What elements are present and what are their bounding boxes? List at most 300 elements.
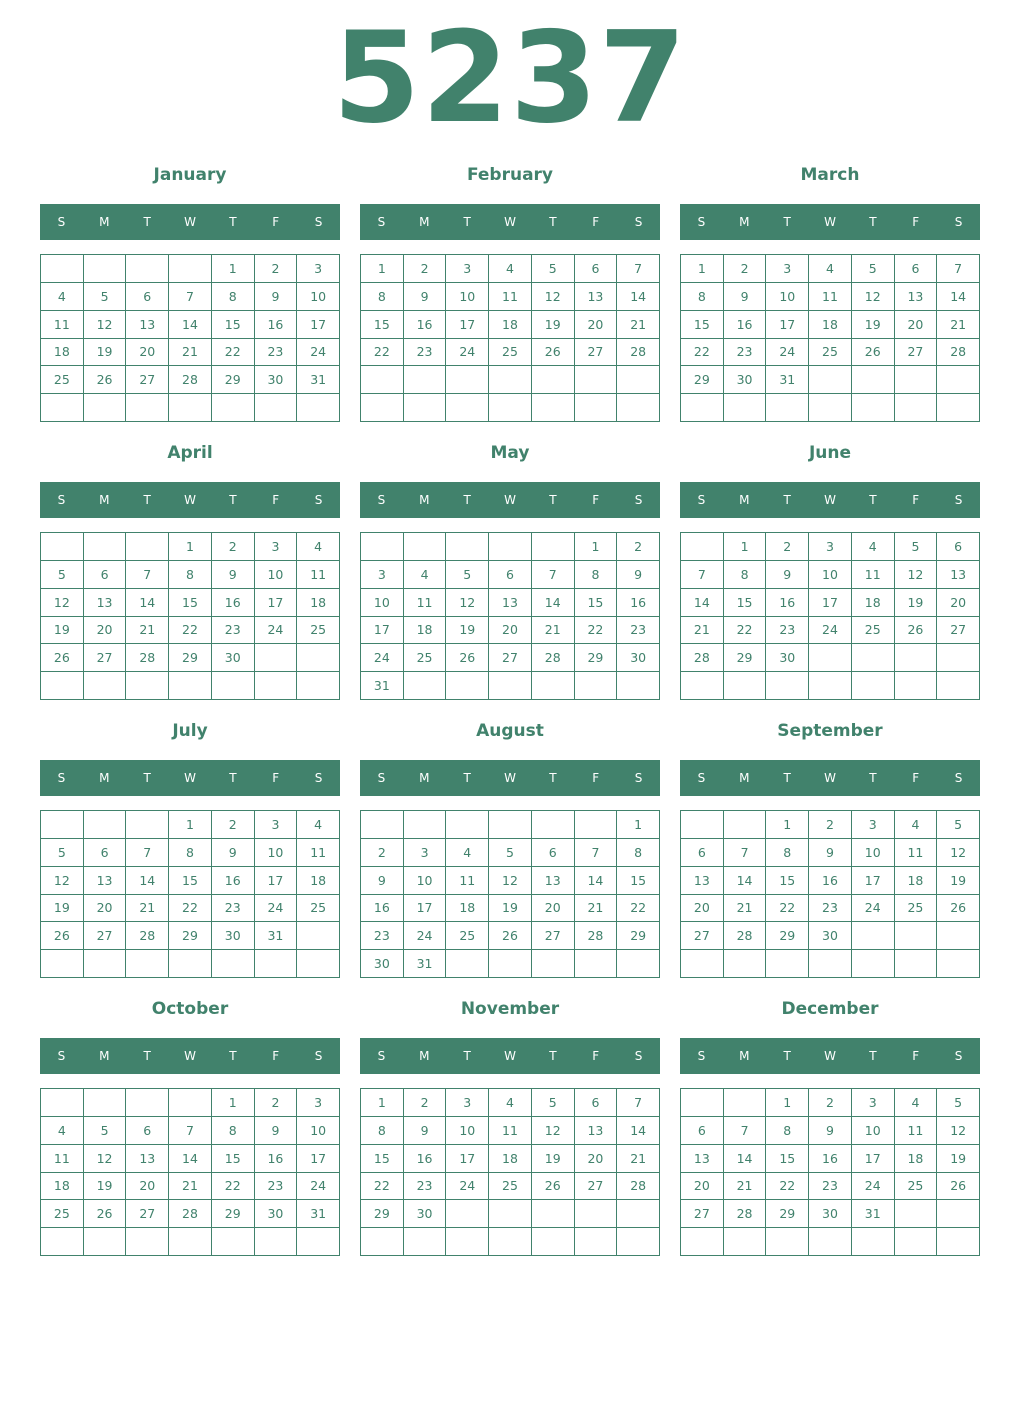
day-cell: 7	[169, 1117, 212, 1145]
day-cell: 25	[446, 922, 489, 950]
day-cell	[126, 394, 169, 422]
day-cell: 14	[126, 867, 169, 895]
day-cell	[575, 950, 618, 978]
day-cell: 2	[404, 255, 447, 283]
day-cell	[766, 394, 809, 422]
day-cell: 13	[681, 867, 724, 895]
day-cell: 21	[169, 339, 212, 367]
day-cell	[681, 1228, 724, 1256]
day-cell	[617, 1228, 660, 1256]
day-cell: 15	[361, 311, 404, 339]
day-cell: 2	[255, 255, 298, 283]
day-cell: 12	[41, 589, 84, 617]
day-cell	[169, 950, 212, 978]
day-cell: 22	[766, 895, 809, 923]
weekday-label: S	[314, 493, 323, 507]
day-cell	[532, 366, 575, 394]
day-cell: 30	[809, 1200, 852, 1228]
day-cell: 2	[361, 839, 404, 867]
weekday-label: F	[272, 493, 280, 507]
day-cell: 7	[169, 283, 212, 311]
month-name: October	[151, 999, 229, 1019]
day-cell	[575, 366, 618, 394]
day-cell: 7	[532, 561, 575, 589]
day-cell: 27	[126, 1200, 169, 1228]
day-cell: 28	[617, 339, 660, 367]
day-cell	[532, 1228, 575, 1256]
weekday-label: F	[912, 215, 920, 229]
day-cell: 27	[532, 922, 575, 950]
day-cell: 10	[255, 839, 298, 867]
day-cell: 19	[41, 617, 84, 645]
weekday-label: M	[99, 771, 110, 785]
day-cell: 1	[361, 1089, 404, 1117]
day-cell: 3	[361, 561, 404, 589]
weekday-label: M	[99, 493, 110, 507]
weekday-label: S	[697, 771, 706, 785]
day-cell: 15	[617, 867, 660, 895]
weekday-label: T	[463, 493, 471, 507]
day-cell	[724, 394, 767, 422]
day-cell: 11	[41, 1145, 84, 1173]
day-cell: 12	[532, 1117, 575, 1145]
day-cell: 22	[169, 895, 212, 923]
day-cell	[724, 950, 767, 978]
day-cell: 5	[852, 255, 895, 283]
day-cell: 28	[169, 366, 212, 394]
weekday-label: M	[419, 1049, 430, 1063]
weekday-label: M	[739, 1049, 750, 1063]
day-cell: 11	[297, 839, 340, 867]
day-cell: 5	[84, 283, 127, 311]
day-cell: 16	[404, 311, 447, 339]
day-cell	[446, 1200, 489, 1228]
day-cell: 20	[126, 339, 169, 367]
day-cell: 18	[489, 1145, 532, 1173]
weekday-label: T	[143, 771, 151, 785]
day-cell: 14	[126, 589, 169, 617]
day-cell: 16	[255, 311, 298, 339]
day-cell: 2	[212, 533, 255, 561]
day-cell	[255, 1228, 298, 1256]
day-cell: 13	[126, 311, 169, 339]
day-cell: 20	[126, 1173, 169, 1201]
weekday-label: T	[463, 1049, 471, 1063]
day-cell: 19	[84, 1173, 127, 1201]
day-cell: 1	[724, 533, 767, 561]
day-cell: 8	[766, 1117, 809, 1145]
day-cell: 4	[404, 561, 447, 589]
day-cell: 12	[446, 589, 489, 617]
weekday-header	[680, 1038, 980, 1074]
weekday-label: T	[869, 493, 877, 507]
day-cell	[126, 1089, 169, 1117]
day-cell: 23	[724, 339, 767, 367]
day-cell: 3	[255, 533, 298, 561]
day-cell	[212, 394, 255, 422]
day-cell: 13	[84, 867, 127, 895]
day-cell: 23	[617, 617, 660, 645]
day-cell: 23	[404, 339, 447, 367]
day-cell	[617, 950, 660, 978]
day-cell	[852, 922, 895, 950]
day-cell: 13	[895, 283, 938, 311]
day-cell	[446, 1228, 489, 1256]
day-cell	[41, 1089, 84, 1117]
day-cell: 22	[169, 617, 212, 645]
day-cell: 25	[809, 339, 852, 367]
day-cell: 28	[169, 1200, 212, 1228]
day-cell	[617, 1200, 660, 1228]
day-cell: 4	[852, 533, 895, 561]
day-cell: 13	[126, 1145, 169, 1173]
day-cell: 5	[937, 811, 980, 839]
day-cell	[489, 950, 532, 978]
day-grid	[360, 1088, 660, 1256]
day-cell: 7	[937, 255, 980, 283]
day-cell: 9	[617, 561, 660, 589]
day-grid	[680, 810, 980, 978]
weekday-label: T	[783, 1049, 791, 1063]
weekday-label: S	[634, 215, 643, 229]
day-cell: 7	[617, 255, 660, 283]
day-cell: 3	[809, 533, 852, 561]
day-cell: 21	[724, 1173, 767, 1201]
day-cell: 1	[361, 255, 404, 283]
day-cell: 8	[724, 561, 767, 589]
month-name: September	[777, 721, 883, 741]
day-cell: 7	[724, 1117, 767, 1145]
day-cell: 6	[84, 561, 127, 589]
day-cell: 13	[84, 589, 127, 617]
day-cell: 29	[212, 1200, 255, 1228]
day-cell	[895, 950, 938, 978]
day-cell: 27	[575, 339, 618, 367]
day-cell	[169, 1089, 212, 1117]
day-cell: 16	[212, 589, 255, 617]
day-cell: 13	[681, 1145, 724, 1173]
day-cell: 10	[297, 1117, 340, 1145]
day-cell	[446, 394, 489, 422]
day-cell	[724, 1089, 767, 1117]
day-cell: 11	[41, 311, 84, 339]
weekday-label: S	[697, 1049, 706, 1063]
day-cell	[361, 394, 404, 422]
day-cell: 15	[361, 1145, 404, 1173]
day-cell: 22	[212, 339, 255, 367]
day-cell: 9	[724, 283, 767, 311]
day-cell: 28	[724, 1200, 767, 1228]
day-cell: 15	[212, 311, 255, 339]
day-grid	[680, 532, 980, 700]
day-cell: 12	[489, 867, 532, 895]
day-cell	[489, 1200, 532, 1228]
weekday-header	[680, 482, 980, 518]
day-cell: 12	[895, 561, 938, 589]
day-cell: 9	[212, 561, 255, 589]
day-grid	[680, 254, 980, 422]
day-cell: 24	[255, 895, 298, 923]
day-cell: 16	[766, 589, 809, 617]
day-cell: 30	[724, 366, 767, 394]
day-cell: 30	[255, 366, 298, 394]
weekday-label: S	[57, 1049, 66, 1063]
day-cell	[575, 1228, 618, 1256]
day-cell	[809, 366, 852, 394]
day-cell	[937, 366, 980, 394]
weekday-label: M	[739, 215, 750, 229]
month-name: April	[167, 443, 213, 463]
day-cell	[937, 644, 980, 672]
day-cell: 13	[532, 867, 575, 895]
weekday-label: T	[143, 1049, 151, 1063]
day-cell: 21	[126, 617, 169, 645]
day-cell: 23	[212, 895, 255, 923]
day-cell: 30	[212, 644, 255, 672]
day-cell: 4	[489, 255, 532, 283]
day-cell: 3	[404, 839, 447, 867]
day-cell	[724, 811, 767, 839]
day-cell: 27	[84, 922, 127, 950]
day-cell: 5	[446, 561, 489, 589]
day-cell	[41, 1228, 84, 1256]
day-cell: 4	[297, 811, 340, 839]
day-cell: 16	[724, 311, 767, 339]
day-cell	[937, 1200, 980, 1228]
day-cell: 17	[255, 867, 298, 895]
day-cell	[126, 950, 169, 978]
day-cell	[895, 644, 938, 672]
day-cell	[446, 366, 489, 394]
weekday-label: S	[377, 215, 386, 229]
day-cell: 20	[84, 895, 127, 923]
day-cell	[575, 811, 618, 839]
day-cell	[126, 1228, 169, 1256]
day-cell: 25	[895, 1173, 938, 1201]
weekday-label: T	[229, 215, 237, 229]
day-cell: 5	[489, 839, 532, 867]
weekday-label: S	[377, 771, 386, 785]
day-cell: 13	[575, 1117, 618, 1145]
day-cell: 30	[404, 1200, 447, 1228]
day-cell: 13	[937, 561, 980, 589]
day-cell: 8	[617, 839, 660, 867]
day-cell: 27	[895, 339, 938, 367]
day-cell: 18	[489, 311, 532, 339]
day-cell: 6	[575, 1089, 618, 1117]
day-cell: 15	[575, 589, 618, 617]
day-cell: 27	[681, 1200, 724, 1228]
day-cell	[809, 1228, 852, 1256]
day-cell	[809, 672, 852, 700]
day-cell	[41, 255, 84, 283]
weekday-header	[360, 482, 660, 518]
day-cell: 25	[41, 366, 84, 394]
day-cell	[297, 922, 340, 950]
day-cell	[895, 672, 938, 700]
weekday-label: S	[954, 771, 963, 785]
day-cell	[724, 672, 767, 700]
weekday-label: T	[229, 1049, 237, 1063]
day-cell: 2	[724, 255, 767, 283]
weekday-label: W	[184, 215, 196, 229]
day-cell: 13	[489, 589, 532, 617]
day-cell: 1	[169, 533, 212, 561]
day-cell: 3	[297, 255, 340, 283]
day-cell	[84, 811, 127, 839]
day-cell: 8	[766, 839, 809, 867]
day-cell	[681, 950, 724, 978]
day-cell	[297, 644, 340, 672]
day-cell: 11	[446, 867, 489, 895]
day-cell	[895, 1200, 938, 1228]
day-cell: 11	[895, 839, 938, 867]
day-cell: 14	[169, 1145, 212, 1173]
day-cell: 24	[297, 1173, 340, 1201]
day-cell: 8	[212, 283, 255, 311]
day-cell: 23	[766, 617, 809, 645]
day-cell: 13	[575, 283, 618, 311]
day-cell	[41, 533, 84, 561]
day-cell: 18	[297, 867, 340, 895]
day-cell: 28	[937, 339, 980, 367]
day-cell: 16	[809, 867, 852, 895]
day-cell: 11	[895, 1117, 938, 1145]
day-cell: 30	[361, 950, 404, 978]
day-cell	[361, 366, 404, 394]
day-cell: 10	[766, 283, 809, 311]
month-name: June	[808, 443, 852, 463]
day-cell	[532, 394, 575, 422]
year-title: 5237	[332, 4, 688, 151]
day-cell: 10	[297, 283, 340, 311]
weekday-label: T	[229, 493, 237, 507]
weekday-label: F	[912, 1049, 920, 1063]
day-cell	[532, 533, 575, 561]
day-cell: 20	[681, 1173, 724, 1201]
day-cell	[681, 672, 724, 700]
day-cell: 10	[446, 283, 489, 311]
day-cell: 5	[84, 1117, 127, 1145]
day-cell	[126, 672, 169, 700]
day-cell	[212, 672, 255, 700]
day-cell: 18	[895, 867, 938, 895]
day-cell: 16	[212, 867, 255, 895]
day-cell: 22	[361, 339, 404, 367]
day-cell: 27	[126, 366, 169, 394]
day-cell: 4	[297, 533, 340, 561]
day-cell: 25	[404, 644, 447, 672]
day-cell: 26	[41, 922, 84, 950]
day-cell: 4	[446, 839, 489, 867]
day-cell: 6	[126, 283, 169, 311]
day-cell: 9	[255, 283, 298, 311]
day-cell: 4	[41, 1117, 84, 1145]
day-cell: 27	[681, 922, 724, 950]
day-cell: 15	[681, 311, 724, 339]
day-cell: 8	[169, 561, 212, 589]
weekday-label: W	[504, 771, 516, 785]
day-cell	[852, 644, 895, 672]
day-cell	[84, 1228, 127, 1256]
day-cell	[809, 644, 852, 672]
day-cell	[681, 394, 724, 422]
day-cell: 6	[895, 255, 938, 283]
day-cell: 25	[895, 895, 938, 923]
weekday-label: T	[549, 215, 557, 229]
day-cell: 2	[809, 1089, 852, 1117]
day-cell: 3	[297, 1089, 340, 1117]
day-cell: 31	[361, 672, 404, 700]
day-cell: 19	[446, 617, 489, 645]
day-cell: 16	[361, 895, 404, 923]
weekday-label: T	[869, 1049, 877, 1063]
day-cell: 8	[361, 283, 404, 311]
day-cell	[724, 1228, 767, 1256]
day-cell	[895, 394, 938, 422]
day-cell: 1	[681, 255, 724, 283]
day-cell: 6	[84, 839, 127, 867]
day-cell	[937, 950, 980, 978]
day-cell: 22	[766, 1173, 809, 1201]
day-cell: 17	[255, 589, 298, 617]
day-cell: 24	[852, 1173, 895, 1201]
day-cell	[489, 533, 532, 561]
day-cell	[489, 394, 532, 422]
day-cell: 24	[446, 1173, 489, 1201]
day-cell: 14	[681, 589, 724, 617]
day-cell: 25	[489, 1173, 532, 1201]
day-cell: 26	[84, 366, 127, 394]
day-cell	[169, 394, 212, 422]
day-cell: 1	[212, 1089, 255, 1117]
day-grid	[40, 1088, 340, 1256]
day-cell: 25	[297, 617, 340, 645]
weekday-label: W	[184, 493, 196, 507]
day-cell: 4	[489, 1089, 532, 1117]
day-cell: 26	[84, 1200, 127, 1228]
day-cell	[489, 1228, 532, 1256]
day-cell: 6	[489, 561, 532, 589]
day-cell: 22	[575, 617, 618, 645]
weekday-label: T	[143, 215, 151, 229]
day-cell: 24	[809, 617, 852, 645]
day-cell: 22	[361, 1173, 404, 1201]
day-cell	[41, 811, 84, 839]
day-cell	[404, 394, 447, 422]
weekday-label: T	[869, 771, 877, 785]
day-cell	[297, 1228, 340, 1256]
day-cell	[489, 811, 532, 839]
day-grid	[40, 810, 340, 978]
day-cell	[937, 1228, 980, 1256]
day-cell: 18	[895, 1145, 938, 1173]
weekday-label: F	[912, 493, 920, 507]
day-cell	[126, 533, 169, 561]
day-cell: 26	[532, 1173, 575, 1201]
day-cell: 8	[681, 283, 724, 311]
day-cell: 19	[937, 1145, 980, 1173]
day-cell: 6	[575, 255, 618, 283]
day-cell	[169, 672, 212, 700]
weekday-label: T	[463, 771, 471, 785]
day-cell	[895, 366, 938, 394]
day-cell: 7	[575, 839, 618, 867]
day-cell: 20	[575, 1145, 618, 1173]
day-cell: 11	[404, 589, 447, 617]
weekday-label: T	[783, 771, 791, 785]
day-cell: 19	[532, 311, 575, 339]
